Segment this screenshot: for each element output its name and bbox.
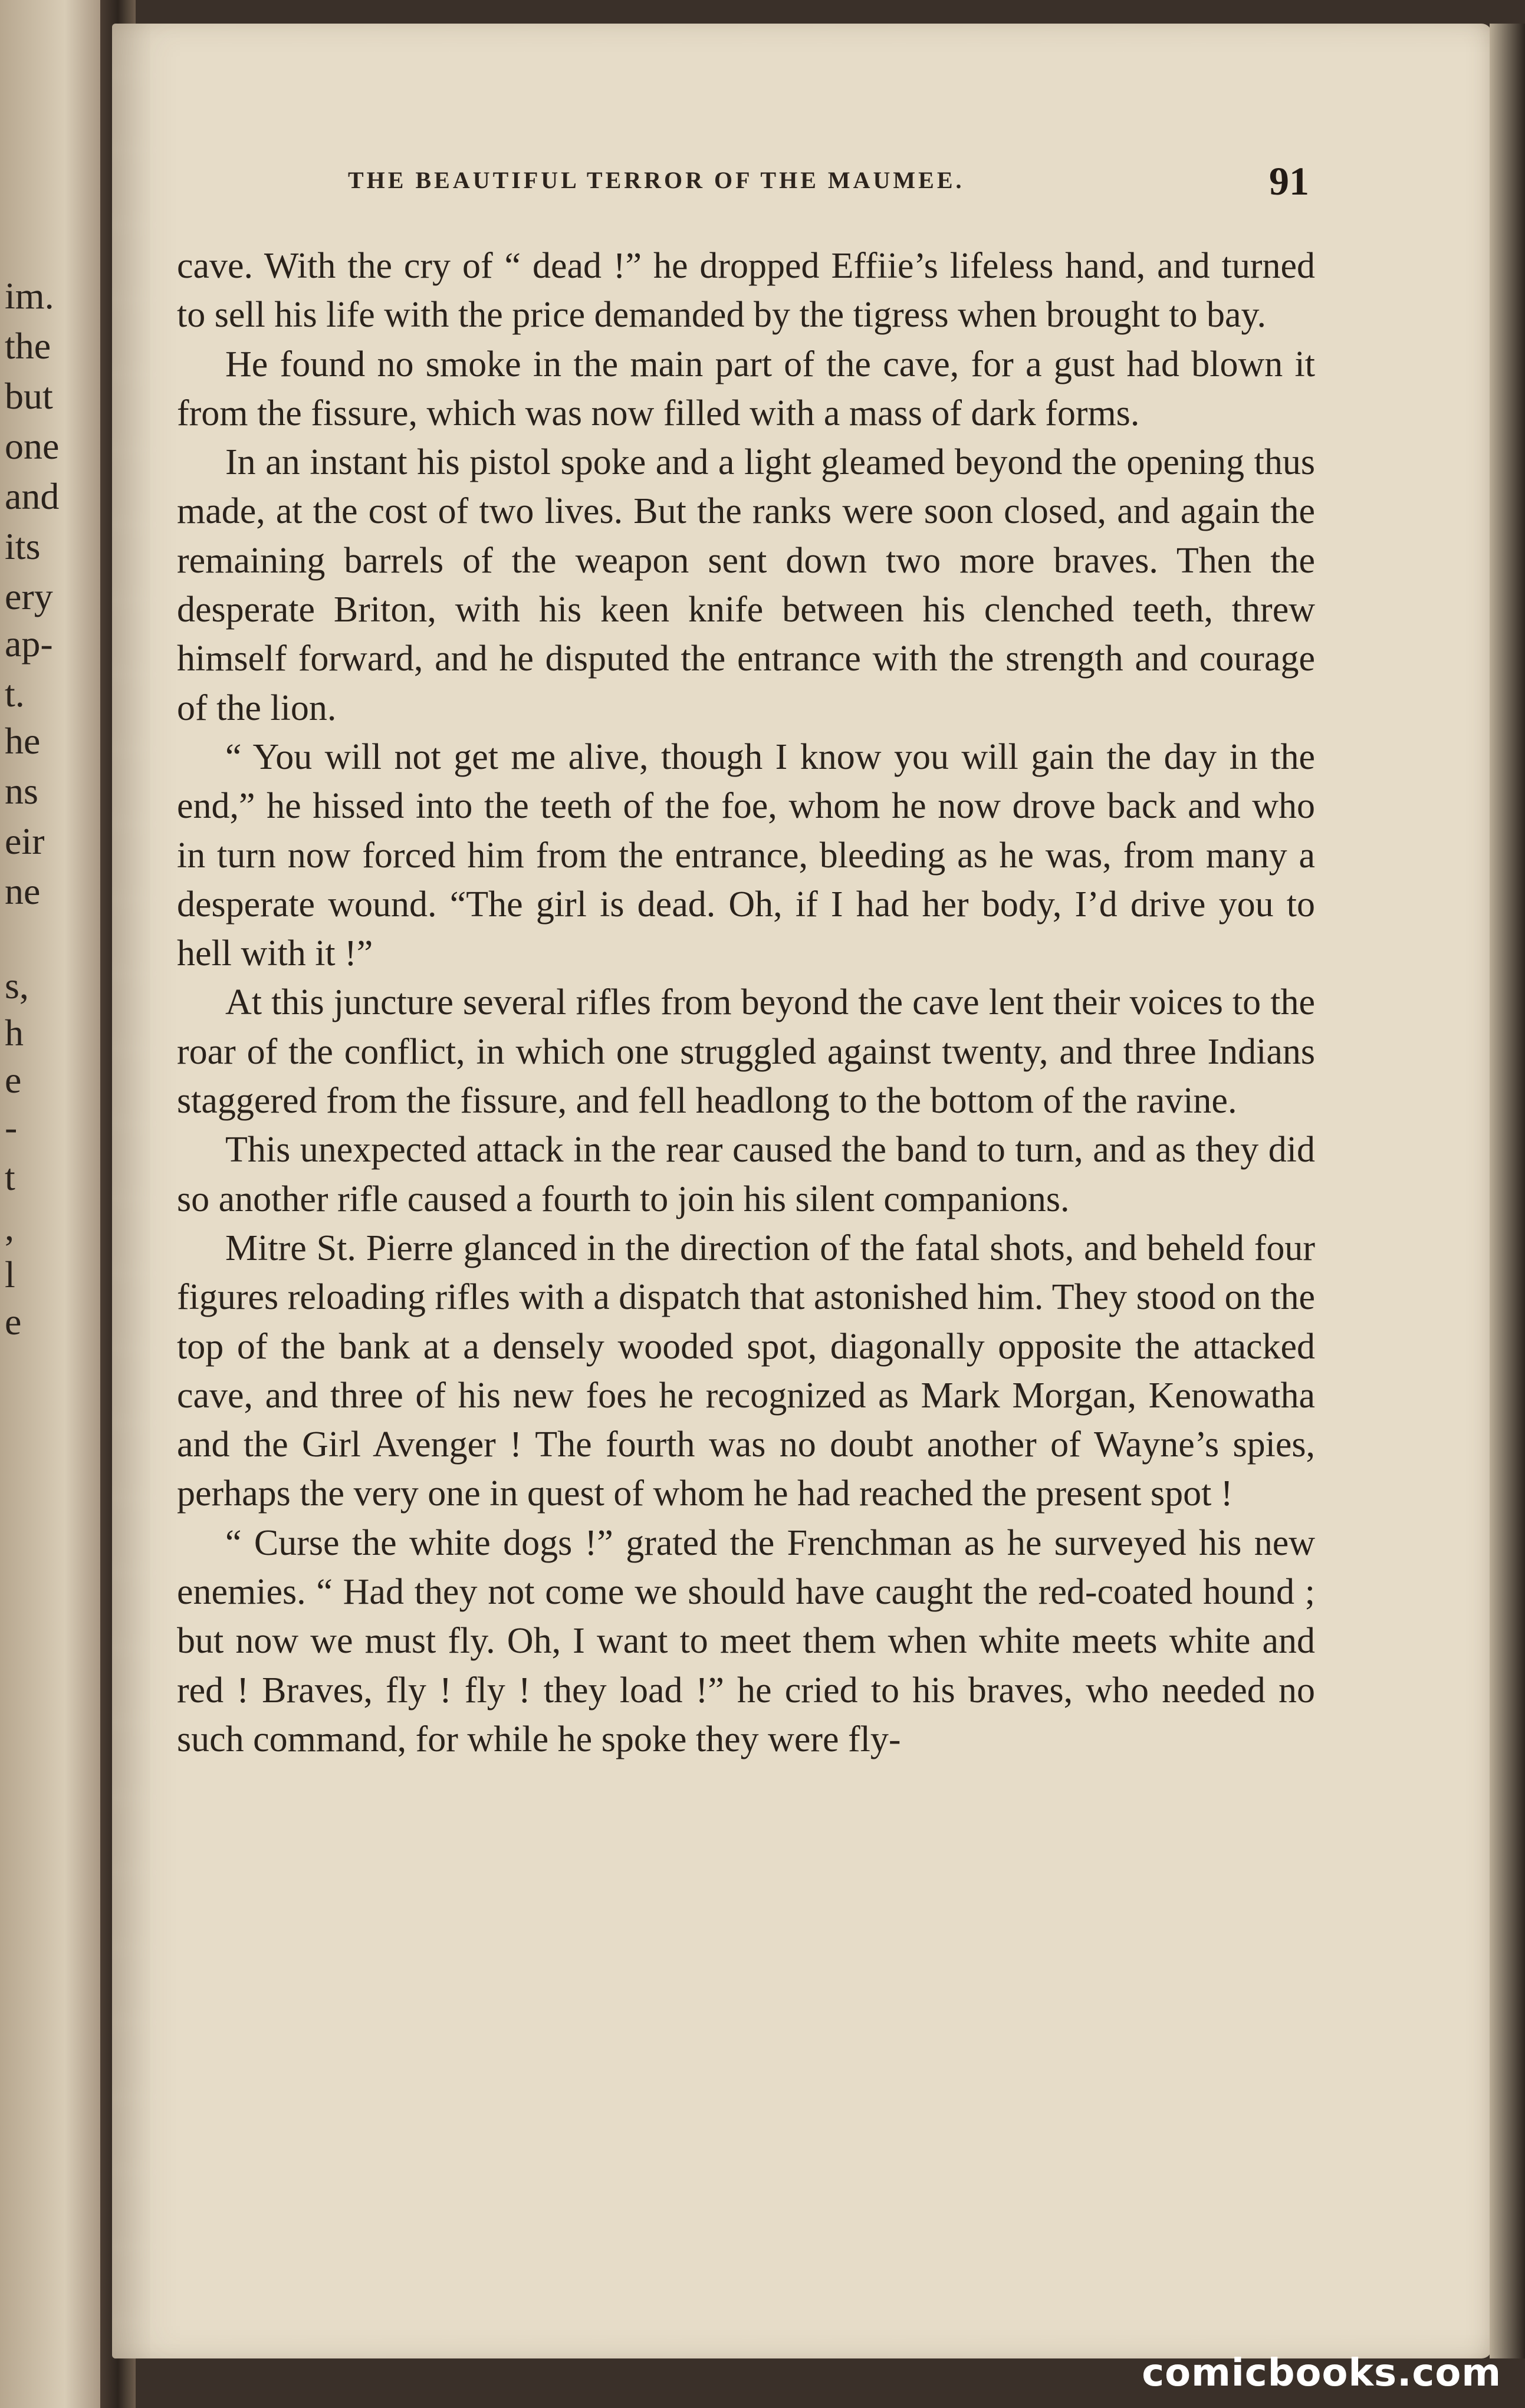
page-header — [348, 158, 1321, 211]
paragraph: At this juncture several rifles from beyond the cave lent their voices to the roar of the conflict, in which one struggled against twenty, and three Indians staggered from the fissure, and fell headlong to the bottom of the ravine. — [177, 982, 1315, 1121]
left-page-fragment: s, — [5, 965, 29, 1006]
left-page-fragment: t — [5, 1156, 15, 1198]
watermark: comicbooks.com — [1142, 2351, 1501, 2395]
left-page-fragment: one — [5, 425, 60, 467]
left-page-fragment: ns — [5, 770, 38, 812]
left-page-fragment: and — [5, 475, 60, 517]
paragraph: “ Curse the white dogs !” grated the Frenchman as he surveyed his new enemies. “ Had they not come we should have caught the red-coated hound ; but now we must fly. Oh, I want to meet them when white meets white and red ! Braves, fly ! fly ! they load !” he cried to his braves, who needed no such command, for while he spoke they were fly- — [177, 1522, 1315, 1759]
page-number: 91 — [1269, 159, 1309, 203]
left-page-fragment: ne — [5, 870, 41, 912]
left-page-fragment: e — [5, 1059, 22, 1101]
running-title: THE BEAUTIFUL TERROR OF THE MAUMEE. — [348, 167, 965, 193]
page-edge-shadow — [1490, 24, 1525, 2358]
left-page-fragment: , — [5, 1206, 14, 1248]
left-page-fragment: the — [5, 325, 51, 367]
left-page-fragment: ap- — [5, 623, 53, 664]
body-text — [177, 242, 1315, 1764]
paragraph: “ You will not get me alive, though I know you will gain the day in the end,” he hissed into the teeth of the foe, whom he now drove back and who in turn now forced him from the entrance, bleeding as he was, from many a desperate wound. “The girl is dead. Oh, if I had her body, I’d drive you to hell with it !” — [177, 736, 1315, 974]
left-page-fragment: - — [5, 1106, 18, 1148]
paragraph: In an instant his pistol spoke and a light gleamed beyond the opening thus made, at the cost of two lives. But the ranks were soon closed, and again the remaining barrels of the weapon sent down two more braves. Then the desperate Briton, with his keen knife between his clenched teeth, threw himself forward, and he disputed the entrance with the strength and courage of the lion. — [177, 442, 1315, 728]
left-page-fragment: t. — [5, 673, 25, 715]
left-page-fragment: e — [5, 1301, 22, 1343]
left-page-fragment: h — [5, 1012, 24, 1054]
left-page-fragment: eir — [5, 820, 45, 862]
paragraph: cave. With the cry of “ dead !” he dropped Effiie’s lifeless hand, and turned to sell his life with the price demanded by the tigress when brought to bay. — [177, 246, 1315, 335]
left-page-fragment: he — [5, 720, 41, 762]
left-page-fragment: l — [5, 1254, 15, 1295]
left-page-fragment: im. — [5, 275, 54, 317]
paragraph: He found no smoke in the main part of the cave, for a gust had blown it from the fissure, which was now filled with a mass of dark forms. — [177, 344, 1315, 433]
paragraph: Mitre St. Pierre glanced in the direction of the fatal shots, and beheld four figures reloading rifles with a dispatch that astonished him. They stood on the top of the bank at a densely wooded spot, diagonally opposite the attacked cave, and three of his new foes he recognized as Mark Morgan, Kenowatha and the Girl Avenger ! The fourth was no doubt another of Wayne’s spies, perhaps the very one in quest of whom he had reached the present spot ! — [177, 1228, 1315, 1514]
left-page-fragment: its — [5, 525, 41, 567]
paragraph: This unexpected attack in the rear caused the band to turn, and as they did so another rifle caused a fourth to join his silent companions. — [177, 1130, 1315, 1219]
left-page-fragment: but — [5, 375, 53, 417]
left-page-fragment: ery — [5, 575, 53, 617]
